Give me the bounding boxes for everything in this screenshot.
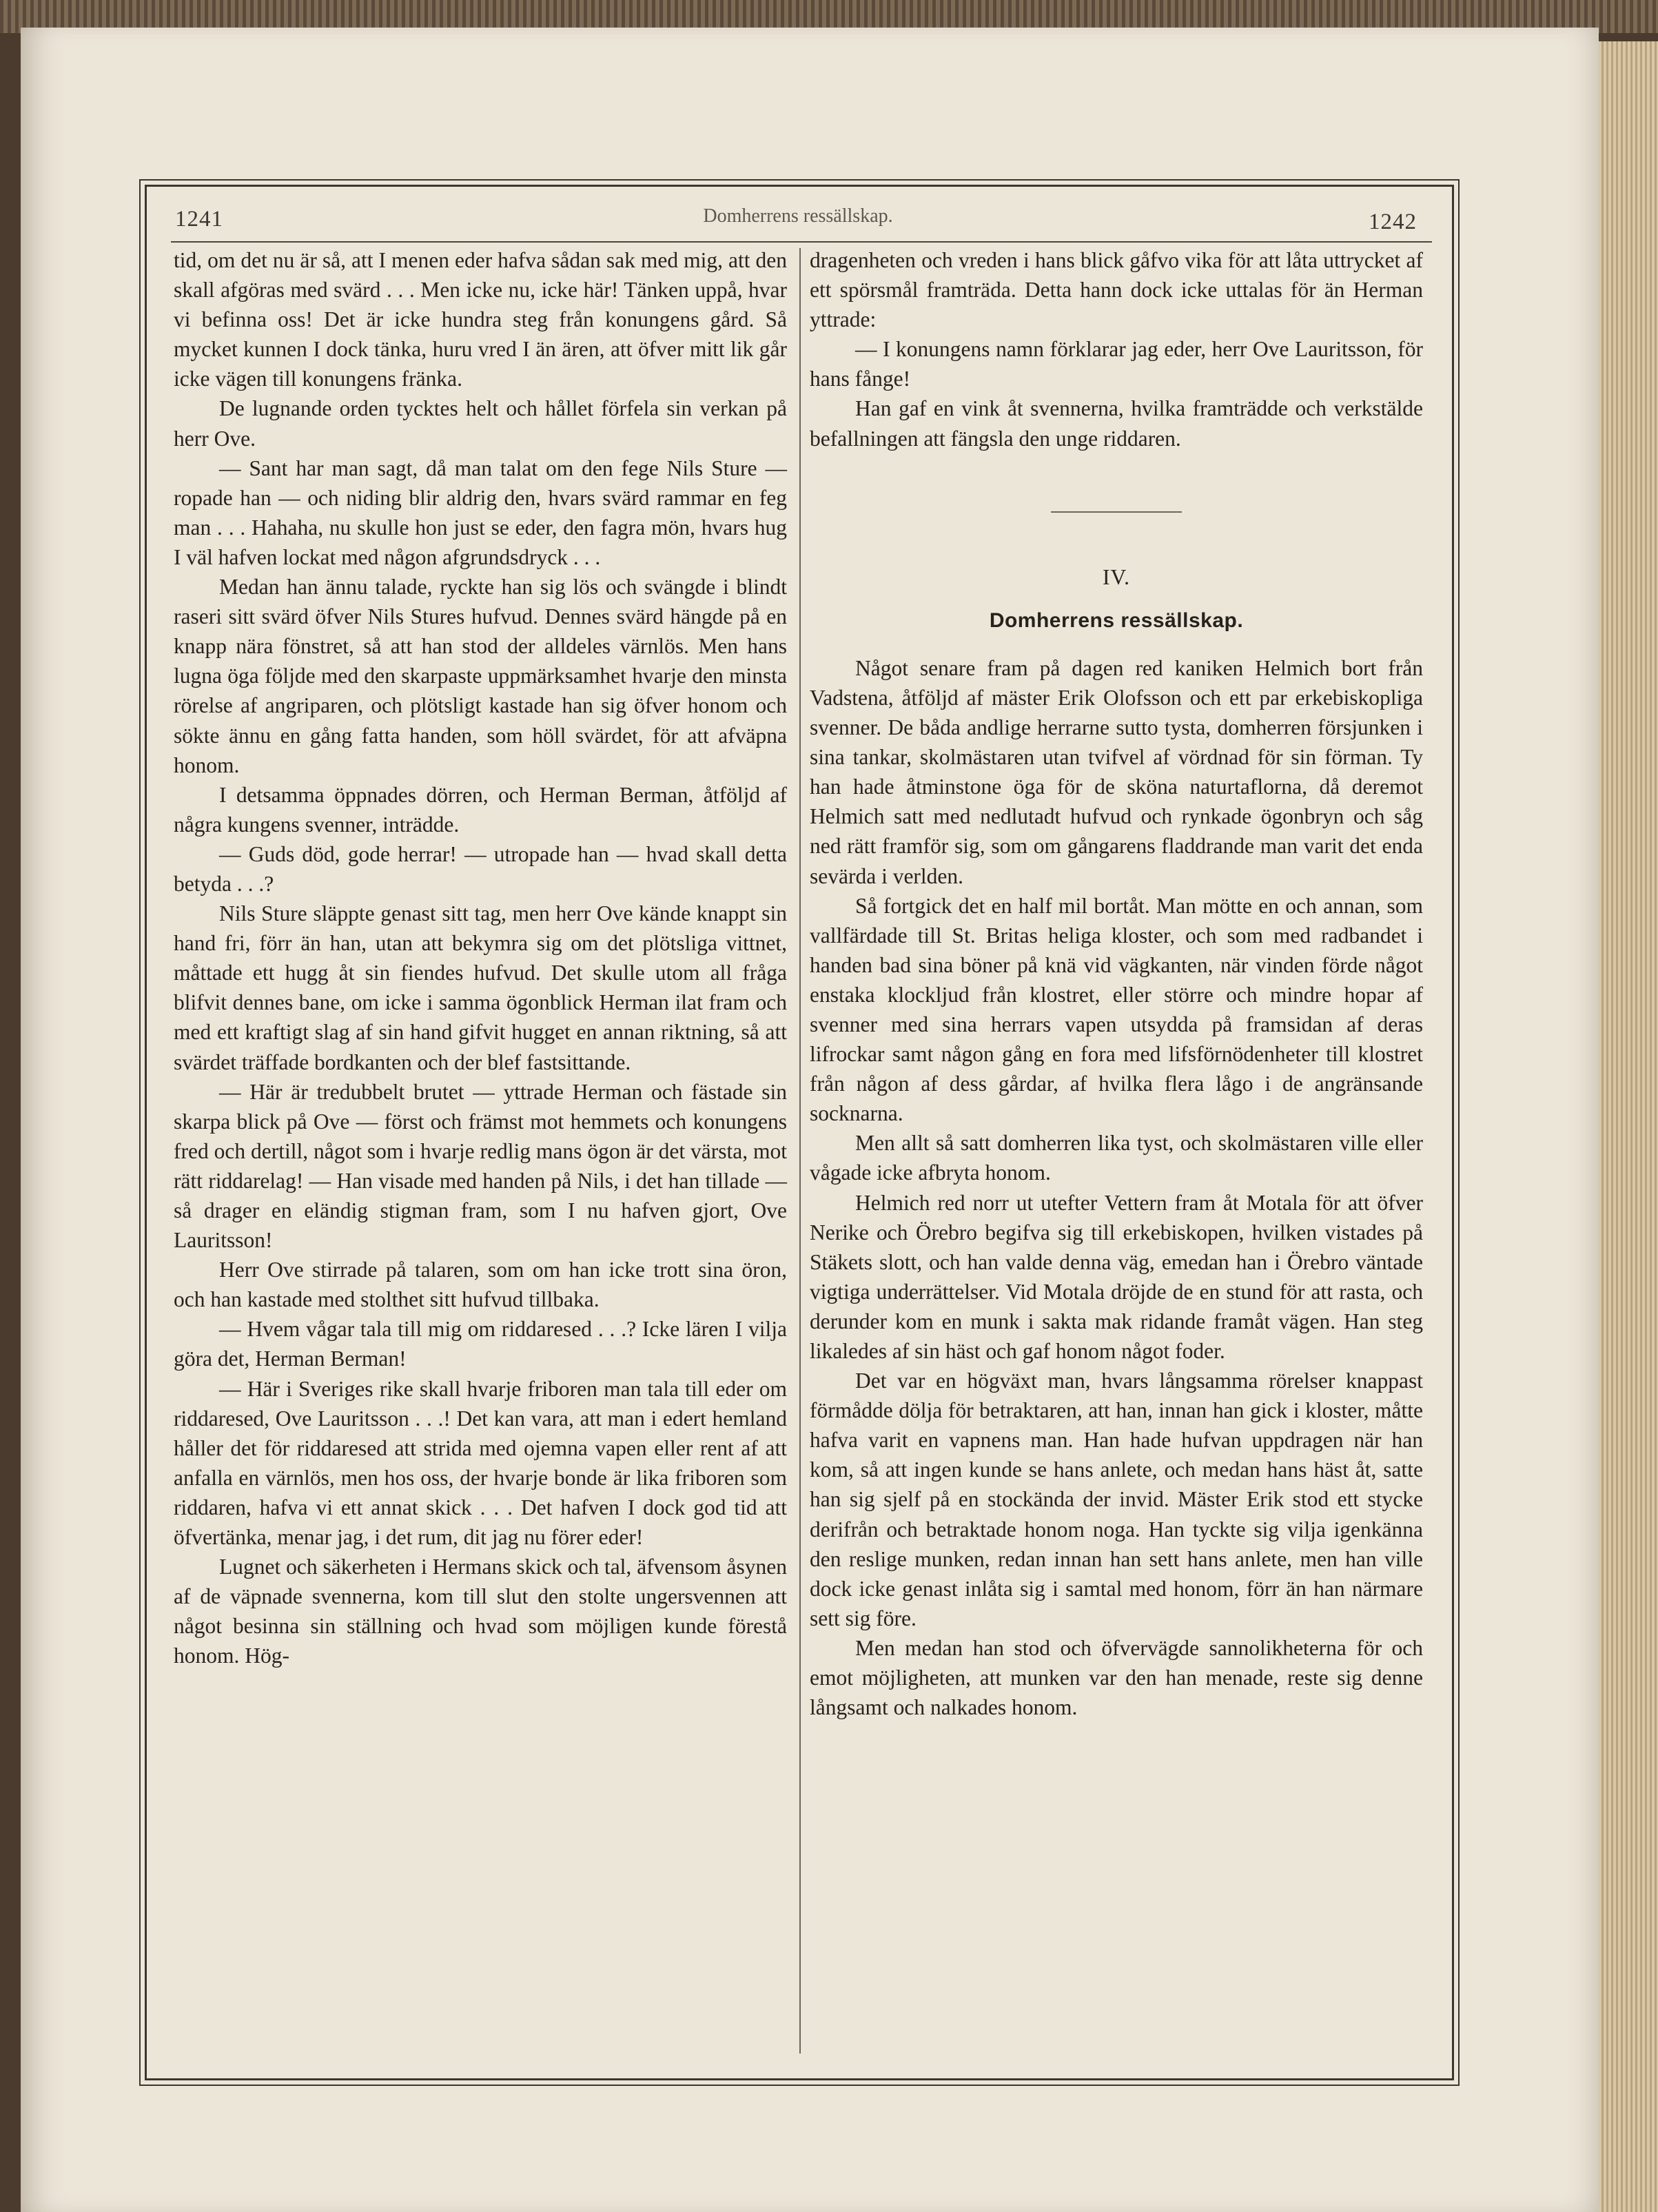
paragraph: dragenheten och vreden i hans blick gåfvo vika för att låta uttrycket af ett spörsmål framträda. Detta hann dock icke uttalas för än Herman yttrade: — [810, 248, 1423, 332]
paragraph: Lugnet och säkerheten i Hermans skick och tal, äfvensom åsynen af de väpnade svennerna, kom till slut den stolte ungersvennen att något besinna sin ställning och hvad som möjligen kunde förestå honom. Hög- — [174, 1555, 787, 1668]
paragraph: Medan han ännu talade, ryckte han sig lös och svängde i blindt raseri sitt svärd öfver Nils Stures hufvud. Dennes svärd hängde på en knapp nära fönstret, så att han stod der alldeles värnlös. Men hans lugna öga följde med den skarpaste uppmärksamhet hvarje den minsta rörelse af angriparen, och plötsligt kastade han sig öfver honom och sökte ännu en gång fatta handen, som höll svärdet, för att afväpna honom. — [174, 575, 787, 777]
page-number-right: 1242 — [1369, 209, 1417, 234]
paragraph: — Sant har man sagt, då man talat om den fege Nils Sture — ropade han — och niding blir aldrig den, hvars svärd rammar en feg man . . . Hahaha, nu skulle hon just se eder, den fagra mön, hvars hug I väl hafven lockat med någon afgrundsdryck . . . — [174, 455, 787, 569]
paragraph: De lugnande orden tycktes helt och hållet förfela sin verkan på herr Ove. — [174, 396, 787, 451]
paragraph: Men medan han stod och öfvervägde sannolikheterna för och emot möjligheten, att munken var den han menade, reste sig denne långsamt och nalkades honom. — [810, 1635, 1423, 1720]
paragraph: Något senare fram på dagen red kaniken Helmich bort från Vadstena, åtföljd af mäster Erik Olofsson och ett par erkebiskopliga svenner. De båda andlige herrarne sutto tysta, domherren försjunken i sina tankar, skolmästaren utan tvifvel af vördnad för sin förman. Ty han hade åtminstone öga för de sköna naturtaflorna, då deremot Helmich satt med nedlutadt hufvud och rynkade ögonbryn och såg ned rätt framför sig, som om gångarens fladdrande man varit det enda sevärda i verlden. — [810, 655, 1423, 888]
right-column — [810, 245, 1423, 1722]
paragraph: — Här i Sveriges rike skall hvarje friboren man tala till eder om riddaresed, Ove Lauritsson . . .! Det kan vara, att man i edert hemland håller det för riddaresed att strida med ojemna vapen eller rent af att anfalla en värnlös, men hos oss, der hvarje bonde är lika friboren som riddaren, hafva vi ett annat skick . . . Det hafven I dock god tid att öfvertänka, menar jag, i det rum, dit jag nu förer eder! — [174, 1376, 787, 1550]
page-number-left: 1241 — [175, 207, 223, 232]
paragraph: — Hvem vågar tala till mig om riddaresed . . .? Icke lären I vilja göra det, Herman Berman! — [174, 1317, 787, 1371]
paragraph: Det var en högväxt man, hvars långsamma rörelser knappast förmådde dölja för betraktaren, att han, innan han gick i kloster, måtte hafva varit en vapnens man. Han hade hufvan uppdragen när han kom, så att ingen kunde se hans anlete, och medan hans häst åt, satte han sig sjelf på en stockända der invid. Mäster Erik stod ett stycke derifrån och betraktade honom noga. Han tyckte sig vilja igenkänna den reslige munken, redan innan han sett hans anlete, men han ville dock icke genast inlåta sig i samtal med honom, förr än han närmare sett sig före. — [810, 1369, 1423, 1630]
paragraph: tid, om det nu är så, att I menen eder hafva sådan sak med mig, att den skall afgöras med svärd . . . Men icke nu, icke här! Tänken uppå, hvar vi befinna oss! Det är icke hundra steg från konungens gård. Så mycket kunnen I dock tänka, huru vred I än ären, att öfver mitt lik går icke vägen till konungens fränka. — [174, 248, 787, 391]
page-header — [171, 201, 1425, 237]
paragraph: Han gaf en vink åt svennerna, hvilka framträdde och verkstälde befallningen att fängsla den unge riddaren. — [810, 396, 1423, 451]
chapter-number: IV. — [1102, 564, 1131, 589]
paragraph: — Guds död, gode herrar! — utropade han — hvad skall detta betyda . . .? — [174, 841, 787, 896]
paragraph: Helmich red norr ut utefter Vettern fram åt Motala för att öfver Nerike och Örebro begifva sig till erkebiskopen, hvilken vistades på Stäkets slott, och han valde denna väg, emedan han i Örebro väntade vigtiga underrättelser. Vid Motala dröjde de en stund för att rasta, och derunder kom en munk i sakta mak ridande framåt vägen. Han steg likaledes af sin häst och gaf honom något foder. — [810, 1190, 1423, 1363]
paragraph: — Här är tredubbelt brutet — yttrade Herman och fästade sin skarpa blick på Ove — först och främst mot hemmets och konungens fred och dertill, något som i hvarje redlig mans ögon är det värsta, mot rätt riddarelag! — Han visade med handen på Nils, i det han tillade — så drager en eländig stigman fram, som I nu hafven gjort, Ove Lauritsson! — [174, 1079, 787, 1253]
paragraph: Nils Sture släppte genast sitt tag, men herr Ove kände knappt sin hand fri, förr än han, utan att bekymra sig om det plötsliga vittnet, måttade ett hugg åt sin fiendes hufvud. Det skulle utom all fråga blifvit dennes bane, om icke i samma ögonblick Herman ilat fram och med ett kraftigt slag af sin hand gifvit hugget en annan riktning, så att svärdet träffade bordkanten och der blef fastsittande. — [174, 901, 787, 1074]
paragraph: Herr Ove stirrade på talaren, som om han icke trott sina öron, och han kastade med stolthet sitt hufvud tillbaka. — [174, 1258, 787, 1312]
left-column — [174, 245, 787, 1671]
paragraph: Men allt så satt domherren lika tyst, och skolmästaren ville eller vågade icke afbryta honom. — [810, 1131, 1423, 1185]
section-divider-rule — [1051, 511, 1182, 513]
running-title: Domherrens ressällskap. — [703, 205, 893, 227]
paragraph: — I konungens namn förklarar jag eder, herr Ove Lauritsson, för hans fånge! — [810, 337, 1423, 391]
column-divider — [799, 248, 801, 2054]
paragraph: Så fortgick det en half mil bortåt. Man mötte en och annan, som vallfärdade till St. Britas heliga kloster, och som med radbandet i handen bad sina böner på knä vid vägkanten, när vinden förde något enstaka klockljud från klostret, eller större och mindre hopar af svenner med sina herrars vapen utsydda på framsidan af deras lifrockar samt någon gång en fora med lifsförnödenheter till klostret från någon af dess gårdar, af hvilka flera lågo i de angränsande socknarna. — [810, 893, 1423, 1126]
chapter-title: Domherrens ressällskap. — [989, 608, 1244, 632]
paragraph: I detsamma öppnades dörren, och Herman Berman, åtföljd af några kungens svenner, inträdde. — [174, 782, 787, 837]
header-rule — [171, 241, 1432, 243]
